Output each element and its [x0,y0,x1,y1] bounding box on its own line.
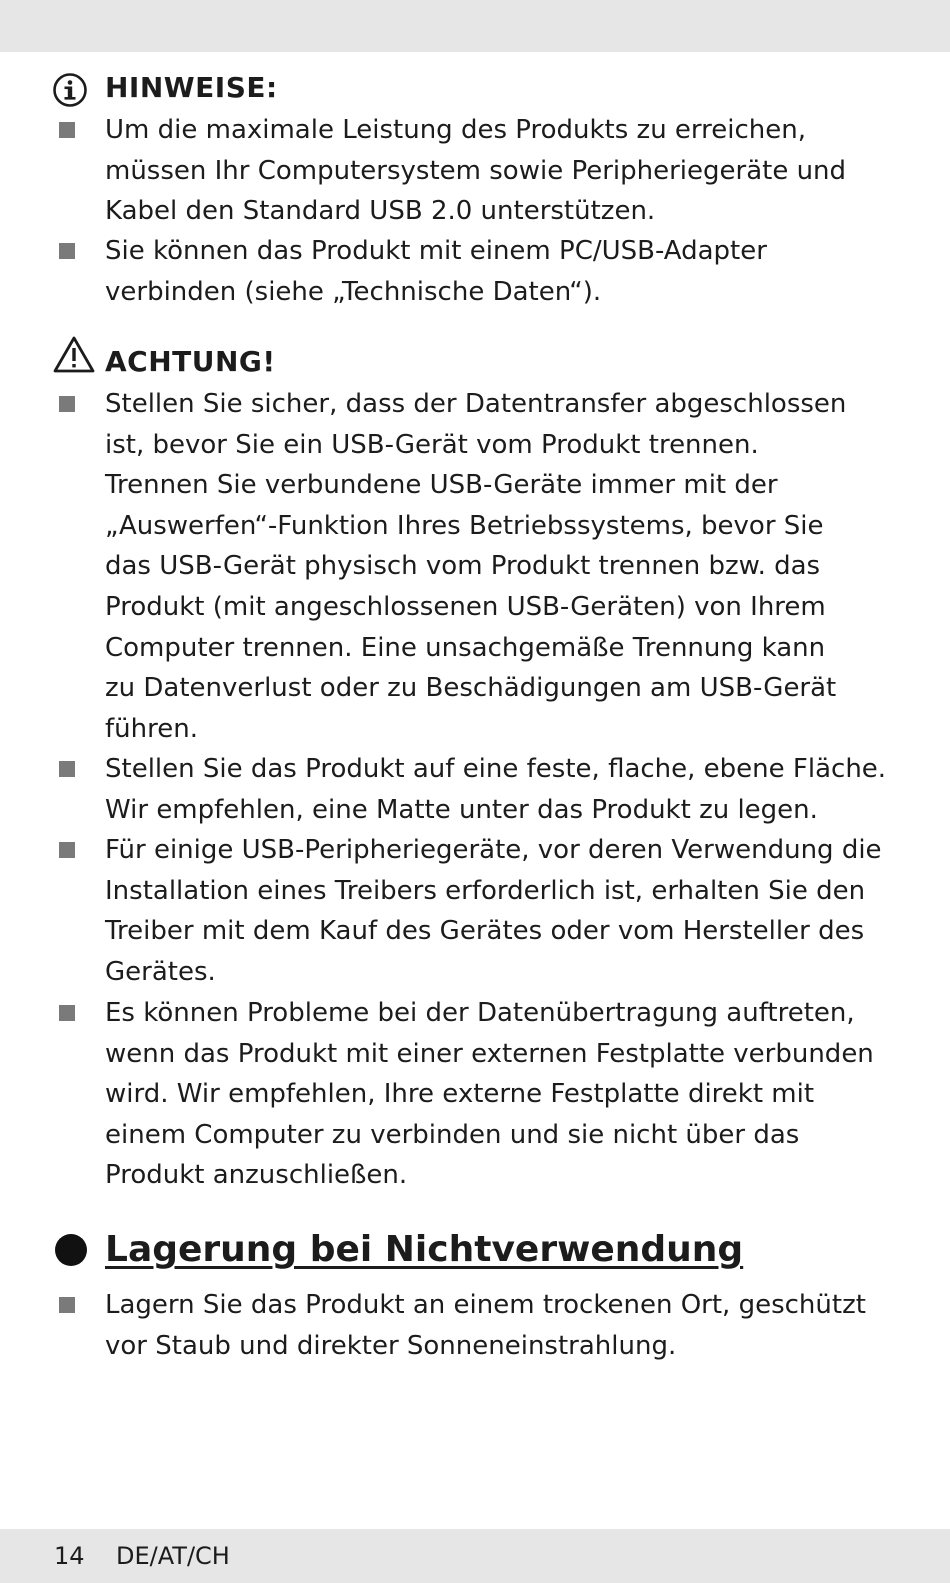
square-bullet-icon [59,761,75,777]
info-icon [52,72,88,112]
header-band [0,0,950,52]
square-bullet-icon [59,842,75,858]
list-item-text: Sie können das Produkt mit einem PC/USB-Adapter verbinden (siehe „Technische Daten“). [105,236,767,307]
list-item-text: Lagern Sie das Produkt an einem trockenen Ort, geschützt vor Staub und direkter Sonneneinstrahlung. [105,1290,866,1361]
filled-circle-icon [55,1234,87,1266]
square-bullet-icon [59,396,75,412]
square-bullet-icon [59,122,75,138]
list-item-text: Es können Probleme bei der Datenübertragung auftreten, wenn das Produkt mit einer externen Festplatte verbunden wird. Wir empfehlen, Ihre externe Festplatte direkt mit einem Computer zu verbinden und sie nicht über das Produkt anzuschließen. [105,998,874,1191]
list-item-text: Stellen Sie sicher, dass der Datentransfer abgeschlossen ist, bevor Sie ein USB-Gerät vom Produkt trennen. Trennen Sie verbundene USB-Geräte immer mit der „Auswerfen“-Funktion Ihres Betriebssystems, bevor Sie das USB-Gerät physisch vom Produkt trennen bzw. das Produkt (mit angeschlossenen USB-Geräten) von Ihrem Computer trennen. Eine unsachgemäße Trennung kann zu Datenverlust oder zu Beschädigungen am USB-Gerät führen. [105,389,847,744]
square-bullet-icon [59,1005,75,1021]
square-bullet-icon [59,243,75,259]
list-item-text: Stellen Sie das Produkt auf eine feste, flache, ebene Fläche. Wir empfehlen, eine Matte unter das Produkt zu legen. [105,754,887,825]
list-item-text: Für einige USB-Peripheriegeräte, vor deren Verwendung die Installation eines Treibers erforderlich ist, erhalten Sie den Treiber mit dem Kauf des Gerätes oder vom Hersteller des Gerätes. [105,835,882,987]
notes-heading: HINWEISE: [105,71,278,104]
page-number: 14 [54,1542,85,1570]
country-codes: DE/AT/CH [116,1542,230,1570]
caution-heading: ACHTUNG! [105,345,276,378]
warning-icon [52,335,96,379]
square-bullet-icon [59,1297,75,1313]
list-item-text: Um die maximale Leistung des Produkts zu erreichen, müssen Ihr Computersystem sowie Peripheriegeräte und Kabel den Standard USB 2.0 unterstützen. [105,115,847,227]
section-title: Lagerung bei Nichtverwendung [105,1229,744,1270]
